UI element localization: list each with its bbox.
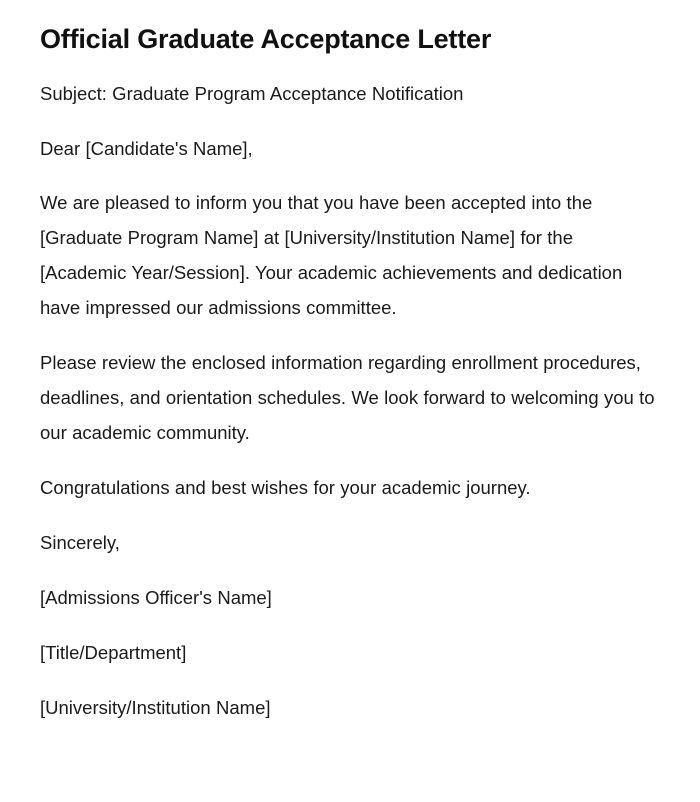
signature-title-department: [Title/Department] [40, 642, 187, 663]
subject-line: Subject: Graduate Program Acceptance Notification [40, 83, 464, 104]
body-paragraph-acceptance: We are pleased to inform you that you have been accepted into the [Graduate Program Name] at [University/Institution Name] for the [Academic Year/Session]. Your academic achievements and dedication have impressed our admissions committee. [40, 192, 623, 318]
salutation: Dear [Candidate's Name], [40, 138, 253, 159]
body-paragraph-enrollment: Please review the enclosed information regarding enrollment procedures, deadlines, and orientation schedules. We look forward to welcoming you to our academic community. [40, 352, 655, 443]
signature-officer-name: [Admissions Officer's Name] [40, 587, 272, 608]
signature-institution-name: [University/Institution Name] [40, 697, 271, 718]
page-title: Official Graduate Acceptance Letter [40, 24, 492, 54]
closing: Sincerely, [40, 532, 120, 553]
body-paragraph-congratulations: Congratulations and best wishes for your academic journey. [40, 477, 531, 498]
